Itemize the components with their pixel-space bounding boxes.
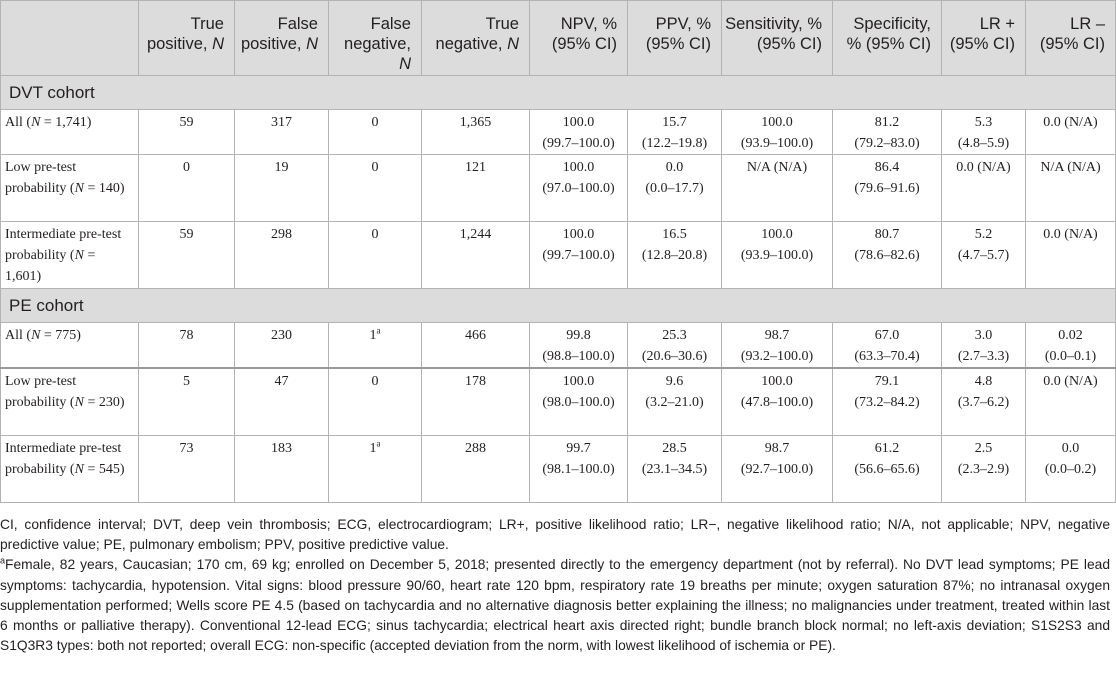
cell-false-negative: 0	[329, 110, 422, 155]
cell-specificity: 86.4 (79.6–91.6)	[833, 155, 942, 222]
section-title: DVT cohort	[1, 76, 1116, 110]
cell-false-negative: 0	[329, 155, 422, 222]
cell-false-positive: 47	[235, 368, 329, 436]
cell-lr-positive: 0.0 (N/A)	[942, 155, 1026, 222]
cell-lr-negative: 0.0 (0.0–0.2)	[1026, 436, 1116, 503]
cell-false-positive: 298	[235, 222, 329, 289]
cell-false-positive: 19	[235, 155, 329, 222]
section-title: PE cohort	[1, 289, 1116, 323]
table-row	[1, 436, 1116, 503]
footnote-a: $^a$Female, 82 years, Caucasian; 170 cm, 69 kg; enrolled on December 5, 2018; presented directly to the emergency department (not by referral). No DVT lead symptoms; PE lead symptoms: tachycardia, hypotension. Vital signs: blood pressure 90/60, heart rate 120 bpm, respiratory rate 19 breaths per minute; oxygen saturation 87%; no intranasal oxygen supplementation performed; Wells score PE 4.5 (based on tachycardia and no alternative diagnosis better explaining the illness; no malignancies under treatment, treated within last 6 months or palliative therapy). Conventional 12-lead ECG; sinus tachycardia; electrical heart axis directed right; bundle branch block normal; no left-axis deviation; S1S2S3 and S1Q3R3 types: both not reported; overall ECG: non-specific (accepted deviation from the norm, with lowest likelihood of ischemia or PE).	[0, 555, 1110, 654]
header-cell-lr-negative: LR – (95% CI)	[1026, 1, 1116, 76]
cell-lr-positive: 5.2 (4.7–5.7)	[942, 222, 1026, 289]
cell-false-positive: 183	[235, 436, 329, 503]
cell-lr-negative: 0.02 (0.0–0.1)	[1026, 323, 1116, 369]
header-row	[1, 1, 1116, 76]
cell-lr-positive: 2.5 (2.3–2.9)	[942, 436, 1026, 503]
cell-ppv: 15.7 (12.2–19.8)	[628, 110, 722, 155]
cell-sensitivity: 98.7 (92.7–100.0)	[722, 436, 833, 503]
row-label: All (N = 775)	[1, 323, 139, 369]
header-cell-true-negative: True negative, N	[422, 1, 530, 76]
cell-false-negative: 0	[329, 368, 422, 436]
row-label: Low pre-test probability (N = 230)	[1, 368, 139, 436]
cell-true-positive: 78	[139, 323, 235, 369]
footnote-marker: a	[0, 555, 6, 566]
cell-true-negative: 1,365	[422, 110, 530, 155]
cell-ppv: 9.6 (3.2–21.0)	[628, 368, 722, 436]
table-row	[1, 155, 1116, 222]
table-row	[1, 110, 1116, 155]
cell-lr-positive: 5.3 (4.8–5.9)	[942, 110, 1026, 155]
cell-lr-negative: 0.0 (N/A)	[1026, 110, 1116, 155]
header-cell-npv: NPV, % (95% CI)	[530, 1, 628, 76]
cell-true-negative: 288	[422, 436, 530, 503]
cell-false-positive: 317	[235, 110, 329, 155]
cell-true-negative: 1,244	[422, 222, 530, 289]
cell-ppv: 28.5 (23.1–34.5)	[628, 436, 722, 503]
cell-false-negative: 1$^a$	[329, 323, 422, 369]
cell-true-positive: 59	[139, 222, 235, 289]
header-cell-false-negative: False negative, N	[329, 1, 422, 76]
cell-true-positive: 59	[139, 110, 235, 155]
header-cell-label	[1, 1, 139, 76]
table-footnotes	[0, 515, 1110, 656]
table-row	[1, 222, 1116, 289]
cell-lr-negative: 0.0 (N/A)	[1026, 222, 1116, 289]
header-cell-sensitivity: Sensitivity, % (95% CI)	[722, 1, 833, 76]
cell-npv: 100.0 (98.0–100.0)	[530, 368, 628, 436]
cell-true-positive: 0	[139, 155, 235, 222]
cell-lr-positive: 3.0 (2.7–3.3)	[942, 323, 1026, 369]
section-row-pe	[1, 289, 1116, 323]
row-label: Intermediate pre-test probability (N = 545)	[1, 436, 139, 503]
row-label: All (N = 1,741)	[1, 110, 139, 155]
header-cell-lr-positive: LR + (95% CI)	[942, 1, 1026, 76]
cell-specificity: 67.0 (63.3–70.4)	[833, 323, 942, 369]
cell-false-negative: 1$^a$	[329, 436, 422, 503]
cell-true-negative: 121	[422, 155, 530, 222]
cell-true-positive: 5	[139, 368, 235, 436]
cell-ppv: 16.5 (12.8–20.8)	[628, 222, 722, 289]
cell-specificity: 80.7 (78.6–82.6)	[833, 222, 942, 289]
cell-true-negative: 466	[422, 323, 530, 369]
cell-specificity: 79.1 (73.2–84.2)	[833, 368, 942, 436]
cell-false-positive: 230	[235, 323, 329, 369]
section-row-dvt	[1, 76, 1116, 110]
header-cell-true-positive: True positive, N	[139, 1, 235, 76]
row-label: Low pre-test probability (N = 140)	[1, 155, 139, 222]
cell-specificity: 81.2 (79.2–83.0)	[833, 110, 942, 155]
cell-true-negative: 178	[422, 368, 530, 436]
header-cell-specificity: Specificity, % (95% CI)	[833, 1, 942, 76]
abbreviations-note: CI, confidence interval; DVT, deep vein thrombosis; ECG, electrocardiogram; LR+, positive likelihood ratio; LR−, negative likelihood ratio; N/A, not applicable; NPV, negative predictive value; PE, pulmonary embolism; PPV, positive predictive value.	[0, 517, 1110, 553]
cell-sensitivity: 98.7 (93.2–100.0)	[722, 323, 833, 369]
cell-false-negative: 0	[329, 222, 422, 289]
cell-true-positive: 73	[139, 436, 235, 503]
cell-lr-negative: 0.0 (N/A)	[1026, 368, 1116, 436]
row-label: Intermediate pre-test probability (N = 1,601)	[1, 222, 139, 289]
cell-sensitivity: 100.0 (93.9–100.0)	[722, 222, 833, 289]
cell-specificity: 61.2 (56.6–65.6)	[833, 436, 942, 503]
cell-sensitivity: 100.0 (47.8–100.0)	[722, 368, 833, 436]
table-row	[1, 368, 1116, 436]
header-cell-false-positive: False positive, N	[235, 1, 329, 76]
cell-lr-positive: 4.8 (3.7–6.2)	[942, 368, 1026, 436]
cell-ppv: 0.0 (0.0–17.7)	[628, 155, 722, 222]
cell-ppv: 25.3 (20.6–30.6)	[628, 323, 722, 369]
cell-lr-negative: N/A (N/A)	[1026, 155, 1116, 222]
cell-sensitivity: N/A (N/A)	[722, 155, 833, 222]
cell-npv: 100.0 (97.0–100.0)	[530, 155, 628, 222]
cell-npv: 99.8 (98.8–100.0)	[530, 323, 628, 369]
cell-sensitivity: 100.0 (93.9–100.0)	[722, 110, 833, 155]
table-row	[1, 323, 1116, 369]
header-cell-ppv: PPV, % (95% CI)	[628, 1, 722, 76]
cell-npv: 100.0 (99.7–100.0)	[530, 110, 628, 155]
cell-npv: 100.0 (99.7–100.0)	[530, 222, 628, 289]
cell-npv: 99.7 (98.1–100.0)	[530, 436, 628, 503]
